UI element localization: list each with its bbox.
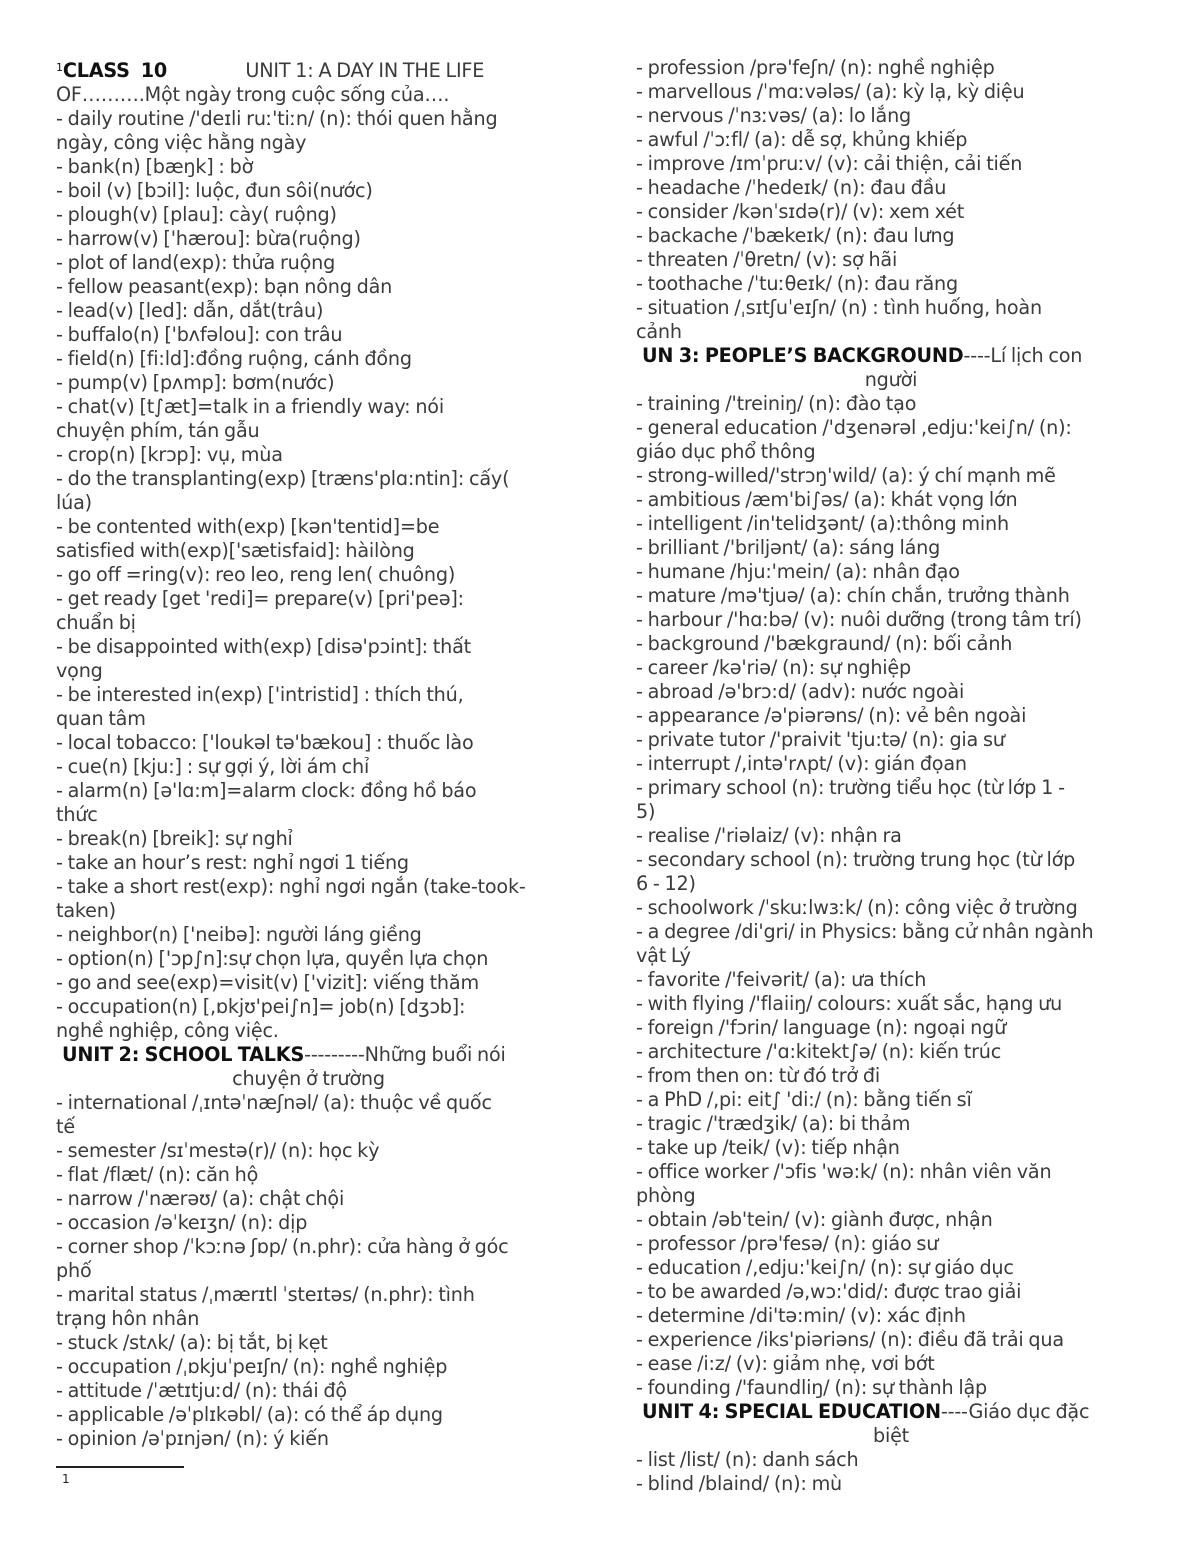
vocab-line: - do the transplanting(exp) [træns'plɑ:ntin]: cấy(	[56, 467, 510, 490]
vocab-line: - to be awarded /ə,wɔ:'did/: được trao giải	[636, 1280, 1022, 1303]
vocab-line: quan tâm	[56, 707, 146, 730]
vocab-line: - humane /hju:'mein/ (a): nhân đạo	[636, 560, 960, 583]
vocab-line: - buffalo(n) ['bʌfəlou]: con trâu	[56, 323, 343, 346]
vocab-line: - local tobacco: ['loukəl tə'bækou] : thuốc lào	[56, 731, 474, 754]
vocab-line: - background /'bækgraund/ (n): bối cảnh	[636, 632, 1013, 655]
unit4-heading-title: UNIT 4: SPECIAL EDUCATION	[642, 1400, 941, 1423]
vocab-line: - neighbor(n) ['neibə]: người láng giềng	[56, 923, 422, 946]
vocab-line: - be contented with(exp) [kən'tentid]=be	[56, 515, 440, 538]
left-column	[56, 56, 561, 1451]
footnote-reference: 1	[56, 61, 63, 74]
vocab-line: taken)	[56, 899, 116, 922]
vocab-line: - from then on: từ đó trở đi	[636, 1064, 880, 1087]
unit2-heading	[56, 1043, 561, 1067]
unit4-heading	[636, 1400, 1146, 1424]
vocab-line: - abroad /ə'brɔ:d/ (adv): nước ngoài	[636, 680, 965, 703]
vocab-line: - occupation /ˌɒkjuˈpeɪʃn/ (n): nghề nghiệp	[56, 1355, 448, 1378]
unit2-vocabulary-list-continued	[636, 56, 1146, 344]
vocab-line: satisfied with(exp)['sætisfaid]: hàilòng	[56, 539, 415, 562]
vocab-line: - attitude /ˈætɪtjuːd/ (n): thái độ	[56, 1379, 347, 1402]
vocab-line: - professor /prə'fesə/ (n): giáo sư	[636, 1232, 939, 1255]
vocab-line: - crop(n) [krɔp]: vụ, mùa	[56, 443, 283, 466]
vocab-line: - plot of land(exp): thửa ruộng	[56, 251, 336, 274]
vocab-line: 6 - 12)	[636, 872, 696, 895]
vocab-line: - list /list/ (n): danh sách	[636, 1448, 859, 1471]
vocab-line: - bank(n) [bæŋk] : bờ	[56, 155, 254, 178]
vocab-line: - get ready [get 'redi]= prepare(v) [pri'peə]:	[56, 587, 464, 610]
vocab-line: nghề nghiệp, công việc.	[56, 1019, 279, 1042]
vocab-line: - harbour /'hɑ:bə/ (v): nuôi dưỡng (trong tâm trí)	[636, 608, 1082, 631]
vocab-line: - career /kə'riə/ (n): sự nghiệp	[636, 656, 912, 679]
vocab-line: - realise /'riəlaiz/ (v): nhận ra	[636, 824, 902, 847]
document-header	[56, 56, 561, 83]
vocab-line: - option(n) ['ɔp∫n]:sự chọn lựa, quyền lựa chọn	[56, 947, 489, 970]
vocab-line: - interrupt /,intə'rʌpt/ (v): gián đọan	[636, 752, 967, 775]
vocab-line: - boil (v) [bɔil]: luộc, đun sôi(nước)	[56, 179, 373, 202]
vocab-line: - alarm(n) [ə'lɑ:m]=alarm clock: đồng hồ báo	[56, 779, 477, 802]
unit4-heading-line2: biệt	[872, 1424, 910, 1447]
vocab-line: - nervous /ˈnɜːvəs/ (a): lo lắng	[636, 104, 912, 127]
vocab-line: - occasion /əˈkeɪʒn/ (n): dịp	[56, 1211, 308, 1234]
vocab-line: 5)	[636, 800, 656, 823]
vocab-line: chuyện phím, tán gẫu	[56, 419, 260, 442]
unit3-heading-subtitle: ----Lí lịch con	[963, 344, 1083, 367]
vocab-line: - narrow /ˈnærəʊ/ (a): chật chội	[56, 1187, 345, 1210]
vocab-line: - a degree /di'gri/ in Physics: bằng cử nhân ngành	[636, 920, 1094, 943]
vocab-line: - obtain /əb'tein/ (v): giành được, nhận	[636, 1208, 993, 1231]
vocab-line: - situation /ˌsɪtʃuˈeɪʃn/ (n) : tình huống, hoàn	[636, 296, 1042, 319]
vocab-line: - take an hour’s rest: nghỉ ngơi 1 tiếng	[56, 851, 409, 874]
vocab-line: - headache /ˈhedeɪk/ (n): đau đầu	[636, 176, 947, 199]
vocab-line: - tragic /'trædʒik/ (a): bi thảm	[636, 1112, 911, 1135]
footnote-separator	[56, 1466, 184, 1468]
vocab-line: trạng hôn nhân	[56, 1307, 200, 1330]
vocab-line: - architecture /'ɑ:kitekt∫ə/ (n): kiến trúc	[636, 1040, 1002, 1063]
vocab-line: - opinion /əˈpɪnjən/ (n): ý kiến	[56, 1427, 329, 1450]
vocab-line: giáo dục phổ thông	[636, 440, 816, 463]
vocab-line: - awful /ˈɔːfl/ (a): dễ sợ, khủng khiếp	[636, 128, 968, 151]
vocab-line: - take up /teik/ (v): tiếp nhận	[636, 1136, 900, 1159]
unit1-title: UNIT 1: A DAY IN THE LIFE	[245, 59, 485, 82]
vocab-line: - office worker /'ɔfis 'wə:k/ (n): nhân viên văn	[636, 1160, 1052, 1183]
vocab-line: - determine /di'tə:min/ (v): xác định	[636, 1304, 966, 1327]
vocab-line: - take a short rest(exp): nghỉ ngơi ngắn (take-took-	[56, 875, 526, 898]
vocab-line: - daily routine /'deɪli ruː'tiːn/ (n): thói quen hằng	[56, 107, 498, 130]
vocab-line: - semester /sɪˈmestə(r)/ (n): học kỳ	[56, 1139, 380, 1162]
unit3-heading-line2: người	[864, 368, 918, 391]
vocab-line: - go off =ring(v): reo leo, reng len( chuông)	[56, 563, 456, 586]
vocab-line: vật Lý	[636, 944, 691, 967]
unit3-vocabulary-list	[636, 392, 1146, 1400]
right-column	[636, 56, 1146, 1496]
vocab-line: - appearance /ə'piərəns/ (n): vẻ bên ngoài	[636, 704, 1027, 727]
vocab-line: - international /ˌɪntəˈnæʃnəl/ (a): thuộc về quốc	[56, 1091, 492, 1114]
vocab-line: chuẩn bị	[56, 611, 136, 634]
vocab-line: - applicable /əˈplɪkəbl/ (a): có thể áp dụng	[56, 1403, 443, 1426]
class-label: CLASS 10	[62, 59, 168, 82]
vocab-line: - be interested in(exp) ['intristid] : thích thú,	[56, 683, 464, 706]
vocab-line: - intelligent /in'telidʒənt/ (a):thông minh	[636, 512, 1009, 535]
vocab-line: - consider /kənˈsɪdə(r)/ (v): xem xét	[636, 200, 965, 223]
vocab-line: - fellow peasant(exp): bạn nông dân	[56, 275, 393, 298]
vocab-line: cảnh	[636, 320, 682, 343]
vocab-line: - be disappointed with(exp) [disə'pɔint]: thất	[56, 635, 471, 658]
vocab-line: - field(n) [fi:ld]:đồng ruộng, cánh đồng	[56, 347, 412, 370]
unit1-vocabulary-list	[56, 83, 561, 1043]
footnote-number: 1	[62, 1472, 70, 1486]
vocab-line: vọng	[56, 659, 103, 682]
vocab-line: - brilliant /'briljənt/ (a): sáng láng	[636, 536, 941, 559]
unit4-vocabulary-list	[636, 1448, 1146, 1496]
vocab-line: - founding /'faundliŋ/ (n): sự thành lập	[636, 1376, 988, 1399]
vocab-line: tế	[56, 1115, 75, 1138]
vocab-line: phố	[56, 1259, 92, 1282]
vocab-line: phòng	[636, 1184, 696, 1207]
unit2-heading-subtitle: ---------Những buổi nói	[304, 1043, 506, 1066]
vocab-line: - blind /blaind/ (n): mù	[636, 1472, 843, 1495]
vocab-line: - foreign /'fɔrin/ language (n): ngoại ngữ	[636, 1016, 1007, 1039]
vocab-line: thức	[56, 803, 98, 826]
vocab-line: - ambitious /æm'bi∫əs/ (a): khát vọng lớn	[636, 488, 1018, 511]
vocab-line: - toothache /ˈtuːθeɪk/ (n): đau răng	[636, 272, 958, 295]
unit2-vocabulary-list	[56, 1091, 561, 1451]
vocab-line: - private tutor /'praivit 'tju:tə/ (n): gia sư	[636, 728, 1005, 751]
vocab-line: - marvellous /ˈmɑːvələs/ (a): kỳ lạ, kỳ diệu	[636, 80, 1025, 103]
vocab-line: - experience /iks'piəriəns/ (n): điều đã trải qua	[636, 1328, 1064, 1351]
vocab-line: - mature /mə'tjuə/ (a): chín chắn, trưởng thành	[636, 584, 1070, 607]
vocab-line: - stuck /stʌk/ (a): bị tắt, bị kẹt	[56, 1331, 328, 1354]
vocab-line: - lead(v) [led]: dẫn, dắt(trâu)	[56, 299, 324, 322]
vocab-line: - improve /ɪmˈpruːv/ (v): cải thiện, cải tiến	[636, 152, 1023, 175]
vocab-line: - break(n) [breik]: sự nghỉ	[56, 827, 293, 850]
vocab-line: - strong-willed/'strɔŋ'wild/ (a): ý chí mạnh mẽ	[636, 464, 1056, 487]
vocab-line: - flat /flæt/ (n): căn hộ	[56, 1163, 259, 1186]
vocab-line: - ease /i:z/ (v): giảm nhẹ, vơi bớt	[636, 1352, 935, 1375]
vocab-line: - favorite /'feivərit/ (a): ưa thích	[636, 968, 927, 991]
unit3-heading-title: UN 3: PEOPLE’S BACKGROUND	[642, 344, 964, 367]
unit2-heading-line2: chuyện ở trường	[232, 1067, 385, 1090]
unit4-heading-subtitle: ----Giáo dục đặc	[940, 1400, 1090, 1423]
vocab-line: - schoolwork /ˈskuːlwɜːk/ (n): công việc ở trường	[636, 896, 1078, 919]
vocab-line: - threaten /ˈθretn/ (v): sợ hãi	[636, 248, 898, 271]
vocab-line: - a PhD /,pi: eit∫ 'di:/ (n): bằng tiến sĩ	[636, 1088, 972, 1111]
vocab-line: - with flying /'flaiiŋ/ colours: xuất sắc, hạng ưu	[636, 992, 1063, 1015]
vocab-line: - go and see(exp)=visit(v) ['vizit]: viếng thăm	[56, 971, 479, 994]
vocab-line: - harrow(v) ['hærou]: bừa(ruộng)	[56, 227, 361, 250]
vocab-line: - plough(v) [plau]: cày( ruộng)	[56, 203, 337, 226]
vocab-line: OF……….Một ngày trong cuộc sống của….	[56, 83, 450, 106]
vocab-line: ngày, công việc hằng ngày	[56, 131, 307, 154]
vocab-line: - corner shop /ˈkɔːnə ʃɒp/ (n.phr): cửa hàng ở góc	[56, 1235, 509, 1258]
vocab-line: - training /'treiniŋ/ (n): đào tạo	[636, 392, 917, 415]
vocab-line: - general education /'dʒenərəl ,edju:'kei∫n/ (n):	[636, 416, 1072, 439]
vocab-line: - primary school (n): trường tiểu học (từ lớp 1 -	[636, 776, 1065, 799]
vocab-line: - profession /prə'feʃn/ (n): nghề nghiệp	[636, 56, 995, 79]
vocab-line: - marital status /ˌmærɪtl ˈsteɪtəs/ (n.phr): tình	[56, 1283, 475, 1306]
vocab-line: - chat(v) [t∫æt]=talk in a friendly way: nói	[56, 395, 444, 418]
vocab-line: lúa)	[56, 491, 92, 514]
vocab-line: - cue(n) [kju:] : sự gợi ý, lời ám chỉ	[56, 755, 370, 778]
vocab-line: - occupation(n) [,ɒkjʊ'pei∫n]= job(n) [dʒɔb]:	[56, 995, 466, 1018]
vocab-line: - backache /ˈbækeɪk/ (n): đau lưng	[636, 224, 955, 247]
vocab-line: - pump(v) [pʌmp]: bơm(nước)	[56, 371, 335, 394]
vocab-line: - secondary school (n): trường trung học (từ lớp	[636, 848, 1076, 871]
unit2-heading-title: UNIT 2: SCHOOL TALKS	[62, 1043, 305, 1066]
unit3-heading	[636, 344, 1146, 368]
vocab-line: - education /,edju:'kei∫n/ (n): sự giáo dục	[636, 1256, 1014, 1279]
